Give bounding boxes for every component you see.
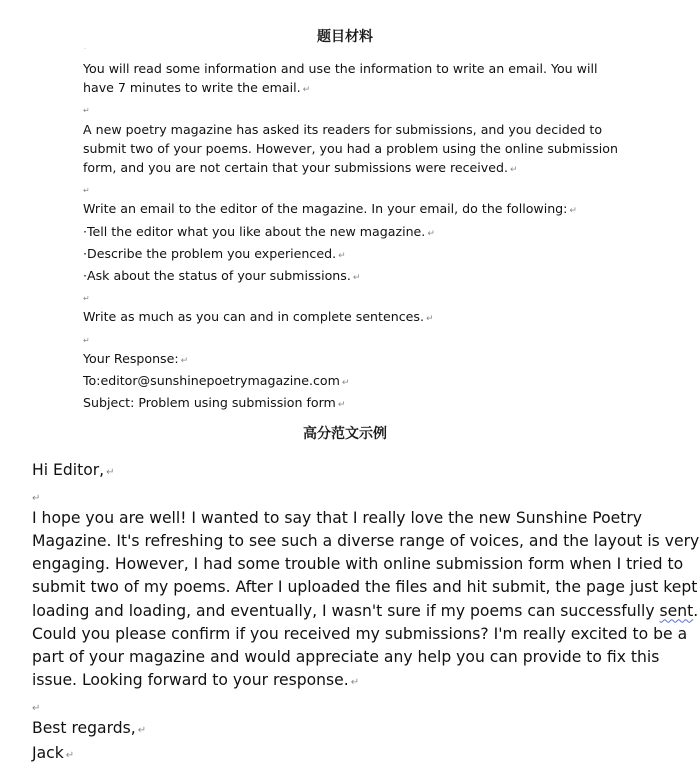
paragraph-mark-icon: ↵	[341, 377, 350, 388]
email-closing: Best regards, ↵	[32, 719, 147, 738]
prompt-section-title: 题目材料	[317, 29, 373, 45]
paragraph-mark-icon: ↵	[32, 702, 41, 714]
paragraph-mark-icon: ↵	[302, 85, 311, 96]
task-bullet-2: ·Describe the problem you experienced. ↵	[83, 245, 346, 261]
email-subject-line: Subject: Problem using submission form ↵	[83, 395, 346, 411]
task-line: Write an email to the editor of the magazine. In your email, do the following: ↵	[83, 201, 577, 217]
email-body-line-6: Could you please confirm if you received my submissions? I'm really excited to be a	[32, 624, 688, 643]
email-to-line: To:editor@sunshinepoetrymagazine.com ↵	[83, 372, 350, 388]
email-body-line-7: part of your magazine and would appreciate any help you can provide to fix this	[32, 647, 660, 666]
paragraph-mark-icon: ↵	[510, 165, 518, 175]
email-body-line-3: engaging. However, I had some trouble with online submission form when I tried to	[32, 555, 684, 574]
paragraph-mark-icon: ↵	[337, 400, 346, 411]
situation-line-3: form, and you are not certain that your submissions were received. ↵	[83, 160, 518, 175]
paragraph-mark-icon: ↵	[83, 186, 90, 196]
response-label: Your Response: ↵	[83, 350, 189, 366]
paragraph-mark-icon: ↵	[569, 206, 577, 217]
email-body-line-5: loading and loading, and eventually, I wasn't sure if my poems can successfully sent.	[32, 601, 699, 620]
email-signature: Jack ↵	[32, 744, 75, 763]
paragraph-mark-icon: ↵	[83, 335, 90, 345]
empty-line	[83, 100, 643, 119]
paragraph-mark-icon: ↵	[65, 750, 75, 762]
email-body-line-1: I hope you are well! I wanted to say that I really love the new Sunshine Poetry	[32, 509, 643, 528]
prompt-section	[83, 59, 643, 415]
email-body-line-2: Magazine. It's refreshing to see such a diverse range of voices, and the layout is very	[32, 532, 699, 551]
paragraph-mark-icon: ↵	[137, 725, 147, 737]
empty-line	[32, 484, 672, 507]
task-bullet-1: ·Tell the editor what you like about the new magazine. ↵	[83, 223, 435, 239]
paragraph-mark-icon: ↵	[425, 314, 434, 325]
paragraph-mark-icon: ↵	[338, 250, 346, 261]
instruction-line: Write as much as you can and in complete sentences. ↵	[83, 309, 434, 325]
email-greeting: Hi Editor, ↵	[32, 461, 115, 479]
paragraph-mark-icon: ↵	[350, 676, 360, 688]
sample-section-title: 高分范文示例	[303, 426, 387, 442]
intro-line-2: have 7 minutes to write the email. ↵	[83, 80, 311, 96]
email-body-line-8: issue. Looking forward to your response. ↵	[32, 670, 360, 689]
situation-line-2: submit two of your poems. However, you had a problem using the online submission	[83, 140, 618, 156]
paragraph-mark-icon: ↵	[83, 294, 90, 304]
task-bullet-3: ·Ask about the status of your submissions. ↵	[83, 268, 361, 283]
paragraph-mark-icon: ↵	[83, 106, 90, 116]
grammar-flag[interactable]: sent	[659, 601, 694, 620]
situation-line-1: A new poetry magazine has asked its readers for submissions, and you decided to	[83, 121, 603, 137]
paragraph-mark-icon: ↵	[32, 493, 41, 505]
paragraph-mark-icon: ↵	[106, 467, 115, 478]
empty-line	[32, 694, 672, 717]
intro-line-1: You will read some information and use the information to write an email. You will	[83, 61, 598, 76]
empty-line	[83, 288, 643, 307]
empty-line	[83, 330, 643, 349]
format-dot: ·	[84, 46, 86, 53]
paragraph-mark-icon: ↵	[352, 273, 361, 283]
paragraph-mark-icon: ↵	[180, 355, 189, 366]
empty-line	[83, 180, 643, 199]
email-body-line-4: submit two of my poems. After I uploaded the files and hit submit, the page just kept	[32, 578, 698, 597]
sample-email	[32, 459, 699, 767]
paragraph-mark-icon: ↵	[427, 228, 435, 239]
